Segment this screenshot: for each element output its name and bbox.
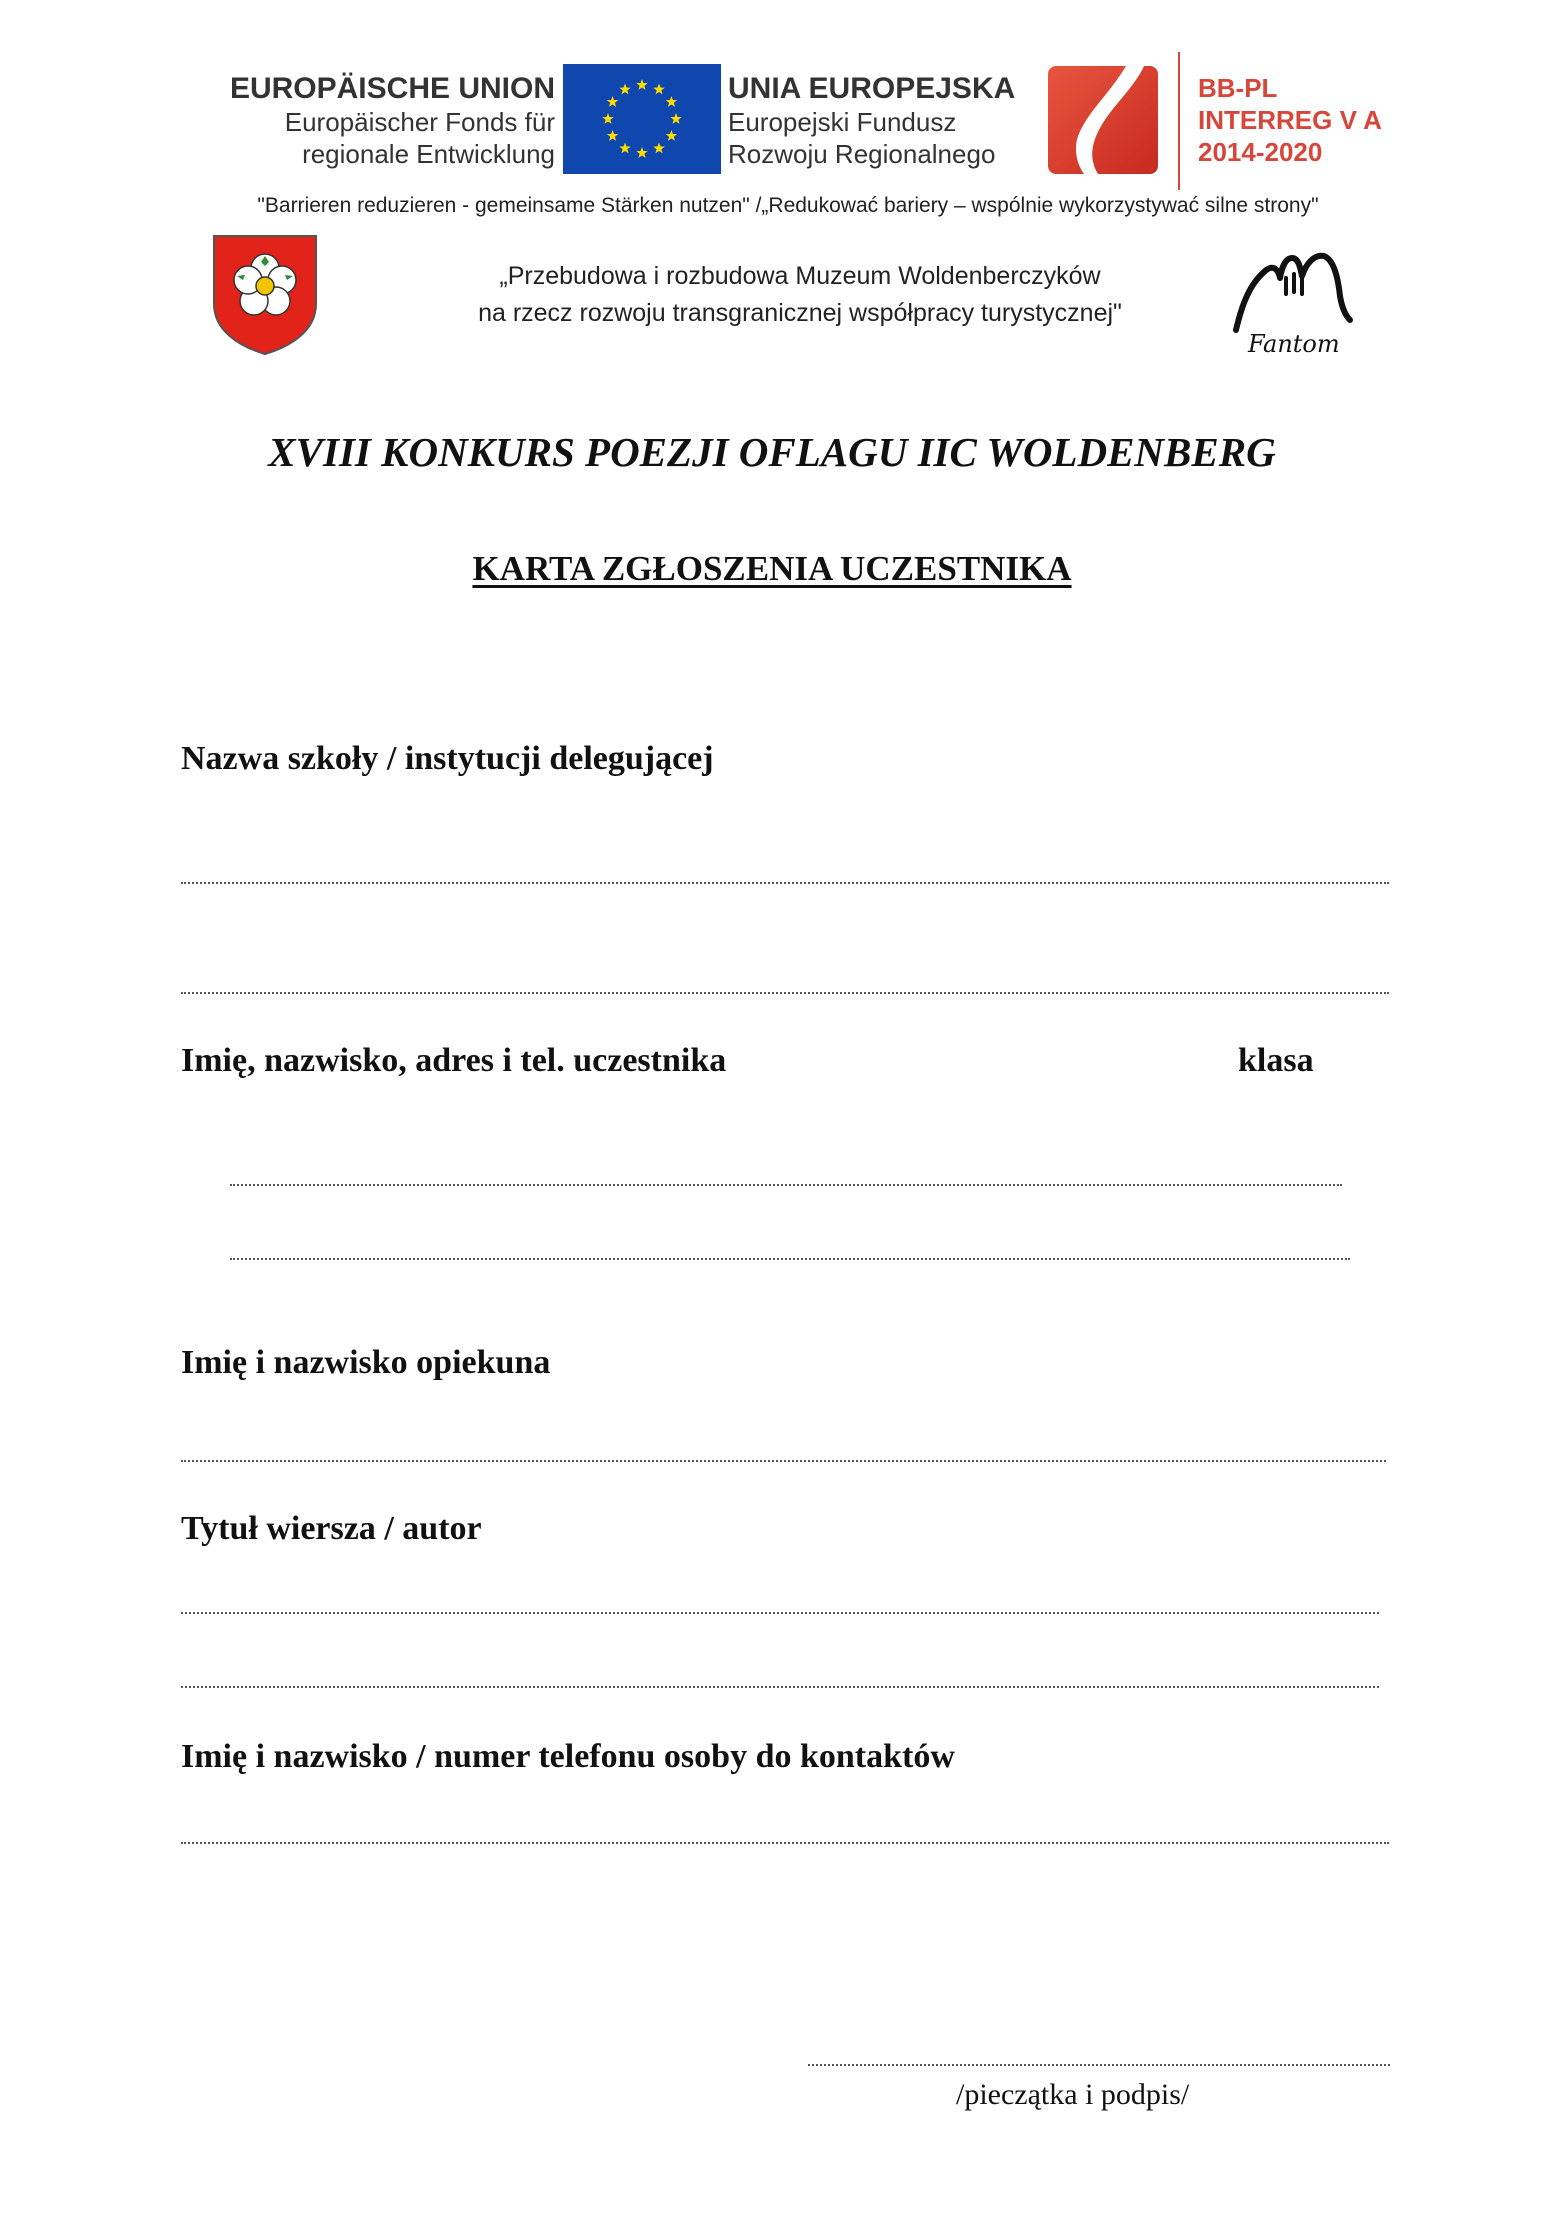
interreg-logo-icon [1048, 66, 1158, 174]
fantom-logo-icon [1228, 234, 1358, 364]
participant-label: Imię, nazwisko, adres i tel. uczestnika [181, 1042, 727, 1079]
poem-line-1[interactable] [181, 1612, 1379, 1614]
participant-line-1[interactable] [230, 1184, 1342, 1186]
interreg-separator [1178, 52, 1180, 190]
school-label: Nazwa szkoły / instytucji delegującej [181, 740, 714, 777]
participant-line-2[interactable] [230, 1258, 1350, 1260]
guardian-label: Imię i nazwisko opiekuna [181, 1344, 551, 1381]
coat-of-arms-icon [212, 234, 318, 356]
interreg-line3: 2014-2020 [1198, 137, 1323, 167]
guardian-line[interactable] [181, 1460, 1386, 1462]
poem-label: Tytuł wiersza / autor [181, 1510, 482, 1547]
interreg-text [1198, 72, 1382, 168]
subtitle-text: KARTA ZGŁOSZENIA UCZESTNIKA [472, 549, 1072, 588]
contact-label: Imię i nazwisko / numer telefonu osoby do kontaktów [181, 1738, 955, 1775]
interreg-line2: INTERREG V A [1198, 105, 1382, 135]
school-line-2[interactable] [181, 992, 1389, 994]
eu-de-line2: Europäischer Fonds für [284, 107, 555, 137]
eu-logo-text-pl [728, 72, 1058, 170]
project-line2: na rzecz rozwoju transgranicznej współpracy turystycznej" [478, 299, 1122, 327]
signature-line[interactable] [808, 2064, 1390, 2066]
signature-caption: /pieczątka i podpis/ [956, 2078, 1190, 2111]
school-line-1[interactable] [181, 882, 1389, 884]
eu-flag-icon [563, 64, 721, 174]
contact-line[interactable] [181, 1842, 1389, 1844]
poem-line-2[interactable] [181, 1686, 1379, 1688]
eu-de-title: EUROPÄISCHE UNION [229, 72, 555, 105]
interreg-line1: BB-PL [1198, 73, 1278, 103]
eu-logo-text-de [200, 72, 555, 170]
slogan: "Barrieren reduzieren - gemeinsame Stärken nutzen" /„Redukować bariery – wspólnie wykorzystywać silne strony" [257, 194, 1319, 217]
page-title: XVIII KONKURS POEZJI OFLAGU IIC WOLDENBERG [268, 429, 1276, 475]
project-line1: „Przebudowa i rozbudowa Muzeum Woldenberczyków [499, 262, 1101, 290]
page-subtitle [0, 549, 1544, 589]
eu-pl-line3: Rozwoju Regionalnego [728, 139, 996, 169]
eu-pl-title: UNIA EUROPEJSKA [728, 72, 1016, 105]
class-label: klasa [1238, 1042, 1314, 1079]
project-description [380, 258, 1220, 332]
eu-pl-line2: Europejski Fundusz [728, 107, 957, 137]
fantom-logo-text: Fantom [1248, 330, 1340, 358]
eu-de-line3: regionale Entwicklung [302, 139, 555, 169]
